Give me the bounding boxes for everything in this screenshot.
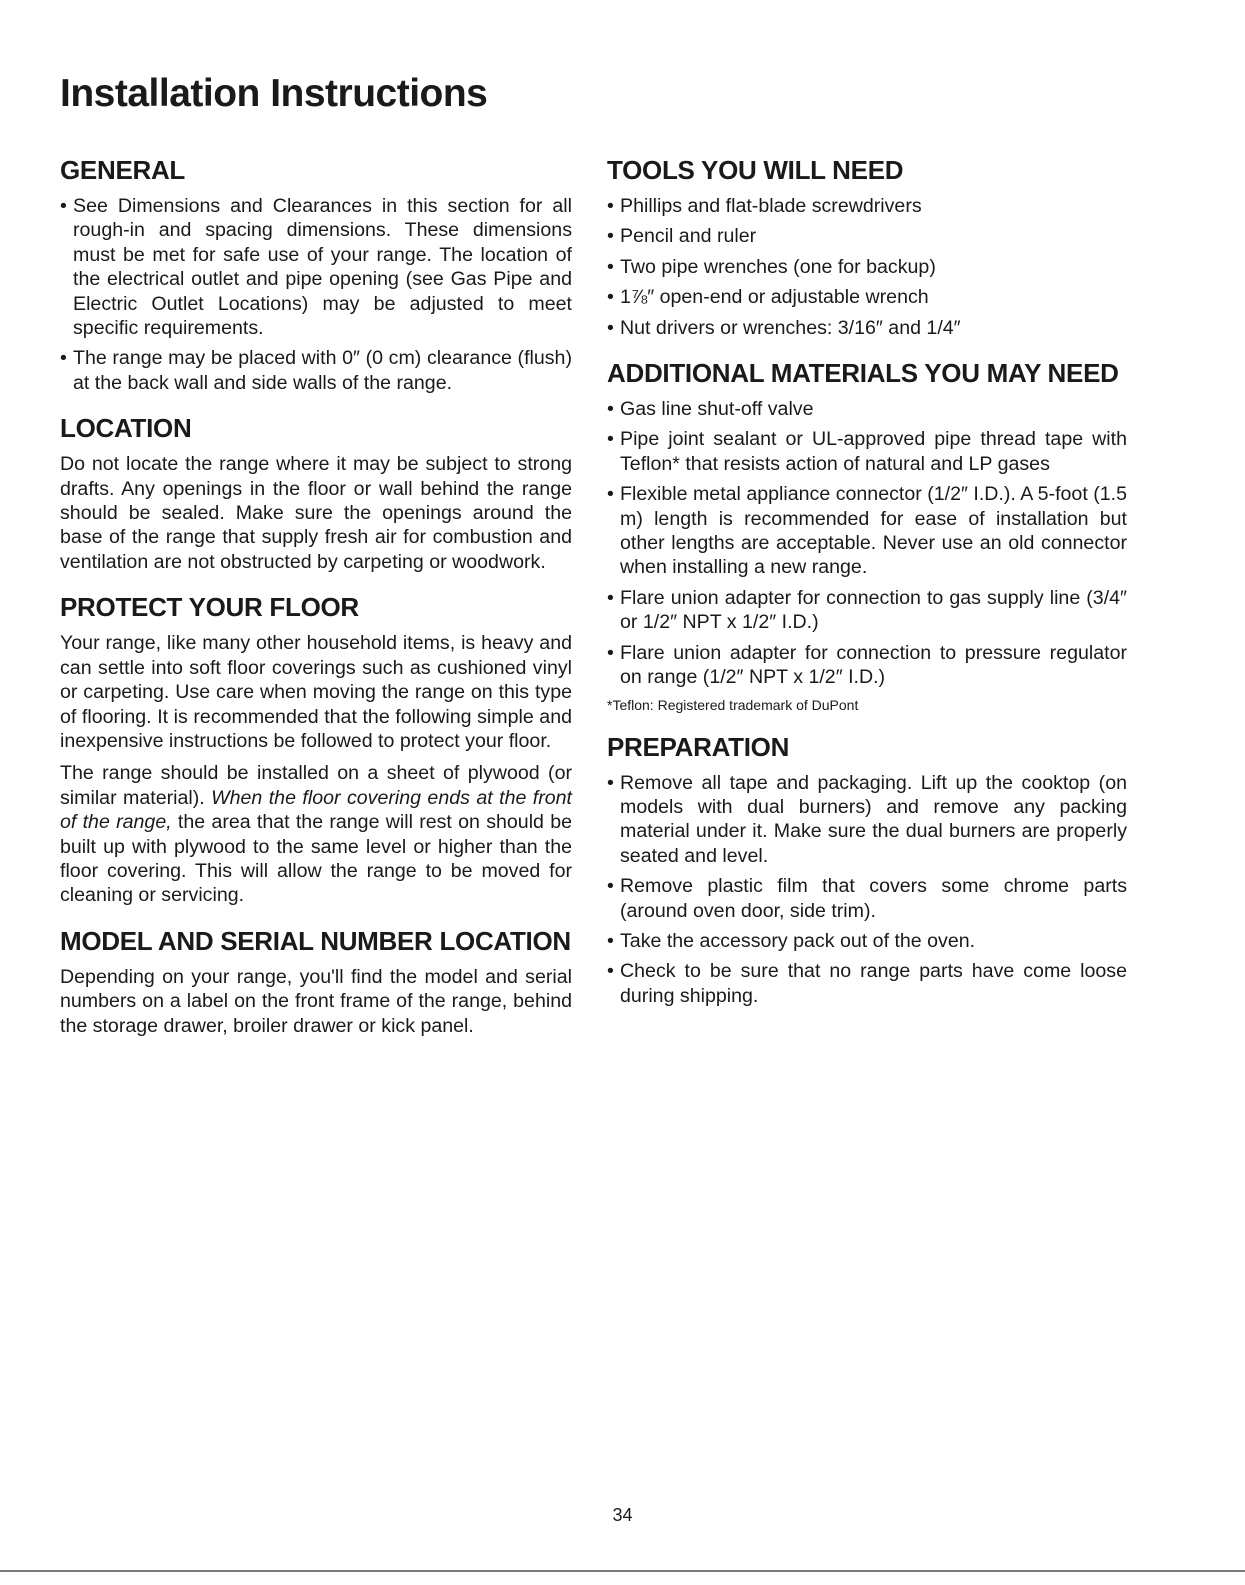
bottom-divider — [0, 1570, 1245, 1572]
section-general — [60, 155, 572, 395]
protect-floor-paragraph-2 — [60, 761, 572, 907]
general-heading: GENERAL — [60, 155, 186, 185]
list-item: • Nut drivers or wrenches: 3/16″ and 1/4″ — [607, 316, 1127, 340]
list-item: • See Dimensions and Clearances in this section for all rough-in and spacing dimensions. These dimensions must be met for safe use of your range. The location of the electrical outlet and pipe opening (see Gas Pipe and Electric Outlet Locations) may be adjusted to meet specific requirements. — [60, 194, 572, 340]
preparation-list — [607, 771, 1127, 1009]
tools-list — [607, 194, 1127, 340]
list-item: • Flare union adapter for connection to gas supply line (3/4″ or 1/2″ NPT x 1/2″ I.D.) — [607, 586, 1127, 635]
list-item: • The range may be placed with 0″ (0 cm) clearance (flush) at the back wall and side walls of the range. — [60, 346, 572, 395]
list-item: • Flare union adapter for connection to pressure regulator on range (1/2″ NPT x 1/2″ I.D.) — [607, 641, 1127, 690]
section-model-serial — [60, 926, 572, 1038]
location-heading: LOCATION — [60, 413, 192, 444]
section-tools — [607, 155, 1127, 340]
preparation-heading: PREPARATION — [607, 731, 790, 762]
model-serial-paragraph: Depending on your range, you'll find the model and serial numbers on a label on the front frame of the range, behind the storage drawer, broiler drawer or kick panel. — [60, 965, 572, 1037]
materials-list — [607, 397, 1127, 689]
list-item: • 1⅞″ open-end or adjustable wrench — [607, 285, 1127, 309]
protect-floor-heading: PROTECT YOUR FLOOR — [60, 592, 359, 623]
protect-floor-text-after: the area that the range will rest on should be built up with plywood to the same level or higher than the floor covering. This will allow the range to be moved for cleaning or servicing. — [60, 811, 572, 907]
list-item: • Gas line shut-off valve — [607, 397, 1127, 421]
list-item: • Check to be sure that no range parts have come loose during shipping. — [607, 959, 1127, 1008]
left-column — [60, 155, 572, 1056]
list-item: • Remove plastic film that covers some chrome parts (around oven door, side trim). — [607, 874, 1127, 923]
teflon-footnote: *Teflon: Registered trademark of DuPont — [607, 696, 859, 713]
list-item: • Pencil and ruler — [607, 224, 1127, 248]
protect-floor-text-before: The range should be installed on a sheet of plywood (or similar material). — [60, 762, 572, 809]
tools-heading: TOOLS YOU WILL NEED — [607, 155, 904, 185]
location-paragraph: Do not locate the range where it may be subject to strong drafts. Any openings in the floor or wall behind the range should be sealed. Make sure the openings around the base of the range that supply fresh air for combustion and ventilation are not obstructed by carpeting or woodwork. — [60, 453, 572, 573]
model-serial-heading: MODEL AND SERIAL NUMBER LOCATION — [60, 925, 571, 956]
list-item: • Remove all tape and packaging. Lift up the cooktop (on models with dual burners) and remove any packing material under it. Make sure the dual burners are properly seated and level. — [607, 771, 1127, 869]
protect-floor-paragraph-1: Your range, like many other household items, is heavy and can settle into soft floor coverings such as cushioned vinyl or carpeting. Use care when moving the range on this type of flooring. It is recommended that the following simple and inexpensive instructions be followed to protect your floor. — [60, 632, 572, 752]
list-item: • Phillips and flat-blade screwdrivers — [607, 194, 1127, 218]
protect-floor-text-italic: When the floor covering ends at the front of the range, — [60, 786, 572, 834]
section-protect-floor — [60, 592, 572, 907]
page-title: Installation Instructions — [60, 72, 488, 115]
section-location — [60, 413, 572, 574]
section-materials — [607, 358, 1127, 713]
list-item: • Pipe joint sealant or UL-approved pipe thread tape with Teflon* that resists action of natural and LP gases — [607, 427, 1127, 476]
page-number: 34 — [612, 1505, 633, 1525]
list-item: • Flexible metal appliance connector (1/2″ I.D.). A 5-foot (1.5 m) length is recommended for ease of installation but other lengths are acceptable. Never use an old connector when installing a new range. — [607, 482, 1127, 580]
list-item: • Take the accessory pack out of the oven. — [607, 929, 1127, 953]
right-column — [607, 155, 1127, 1026]
general-list — [60, 194, 572, 395]
list-item: • Two pipe wrenches (one for backup) — [607, 255, 1127, 279]
materials-heading: ADDITIONAL MATERIALS YOU MAY NEED — [607, 358, 1119, 389]
section-preparation — [607, 732, 1127, 1009]
